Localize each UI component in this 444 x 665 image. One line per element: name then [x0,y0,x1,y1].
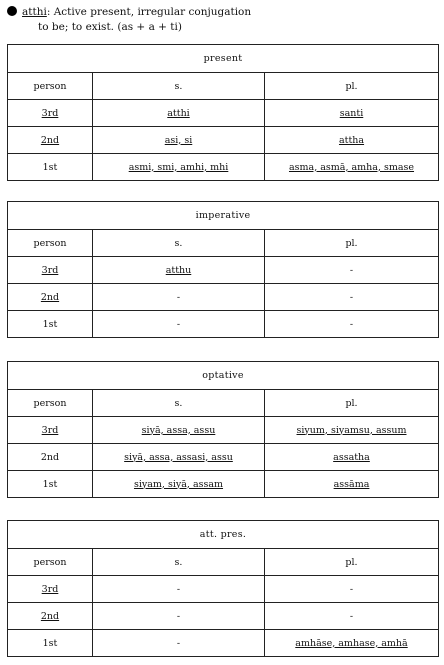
person-cell: 3rd [8,417,93,444]
singular-cell: - [93,576,265,603]
bullet-icon [7,6,17,16]
table-row [8,311,439,338]
singular-cell: - [93,630,265,657]
singular-cell: siyā, assa, assu [93,417,265,444]
plural-cell: santi [265,100,439,127]
table-title: att. pres. [8,521,439,549]
table-row [8,257,439,284]
person-cell: 2nd [8,127,93,154]
table-row [8,417,439,444]
table-title: optative [8,362,439,390]
plural-cell: asma, asmā, amha, smase [265,154,439,181]
table-row [8,603,439,630]
singular-cell: - [93,311,265,338]
column-header-plural: pl. [265,549,439,576]
column-header-singular: s. [93,549,265,576]
singular-cell: atthu [93,257,265,284]
table-row [8,284,439,311]
plural-cell: - [265,603,439,630]
table-imperative [7,201,439,338]
column-header-person: person [8,230,93,257]
verb-word: atthi [22,6,47,18]
header-line-2: to be; to exist. (as + a + ti) [38,21,182,33]
table-row [8,100,439,127]
plural-cell: siyum, siyamsu, assum [265,417,439,444]
singular-cell: atthi [93,100,265,127]
table-title: imperative [8,202,439,230]
table-row [8,630,439,657]
header-description: : Active present, irregular conjugation [46,6,252,18]
table-row [8,444,439,471]
header-note [7,5,251,35]
column-header-plural: pl. [265,390,439,417]
header-line-1 [7,5,251,20]
table-present [7,44,439,181]
singular-cell: - [93,603,265,630]
column-header-person: person [8,549,93,576]
plural-cell: - [265,311,439,338]
singular-cell: siyā, assa, assasi, assu [93,444,265,471]
column-header-person: person [8,73,93,100]
person-cell: 2nd [8,603,93,630]
table-row [8,576,439,603]
person-cell: 2nd [8,444,93,471]
singular-cell: siyam, siyā, assam [93,471,265,498]
person-cell: 1st [8,471,93,498]
table-row [8,154,439,181]
column-header-person: person [8,390,93,417]
column-header-singular: s. [93,73,265,100]
plural-cell: - [265,257,439,284]
table-row [8,127,439,154]
table-row [8,471,439,498]
table-att-pres [7,520,439,657]
table-title: present [8,45,439,73]
column-header-singular: s. [93,390,265,417]
person-cell: 3rd [8,100,93,127]
plural-cell: attha [265,127,439,154]
person-cell: 1st [8,630,93,657]
plural-cell: - [265,284,439,311]
singular-cell: - [93,284,265,311]
person-cell: 1st [8,154,93,181]
plural-cell: assāma [265,471,439,498]
person-cell: 2nd [8,284,93,311]
singular-cell: asi, si [93,127,265,154]
column-header-plural: pl. [265,73,439,100]
singular-cell: asmi, smi, amhi, mhi [93,154,265,181]
plural-cell: - [265,576,439,603]
column-header-plural: pl. [265,230,439,257]
person-cell: 3rd [8,257,93,284]
column-header-singular: s. [93,230,265,257]
table-optative [7,361,439,498]
plural-cell: amhāse, amhase, amhā [265,630,439,657]
person-cell: 1st [8,311,93,338]
person-cell: 3rd [8,576,93,603]
plural-cell: assatha [265,444,439,471]
